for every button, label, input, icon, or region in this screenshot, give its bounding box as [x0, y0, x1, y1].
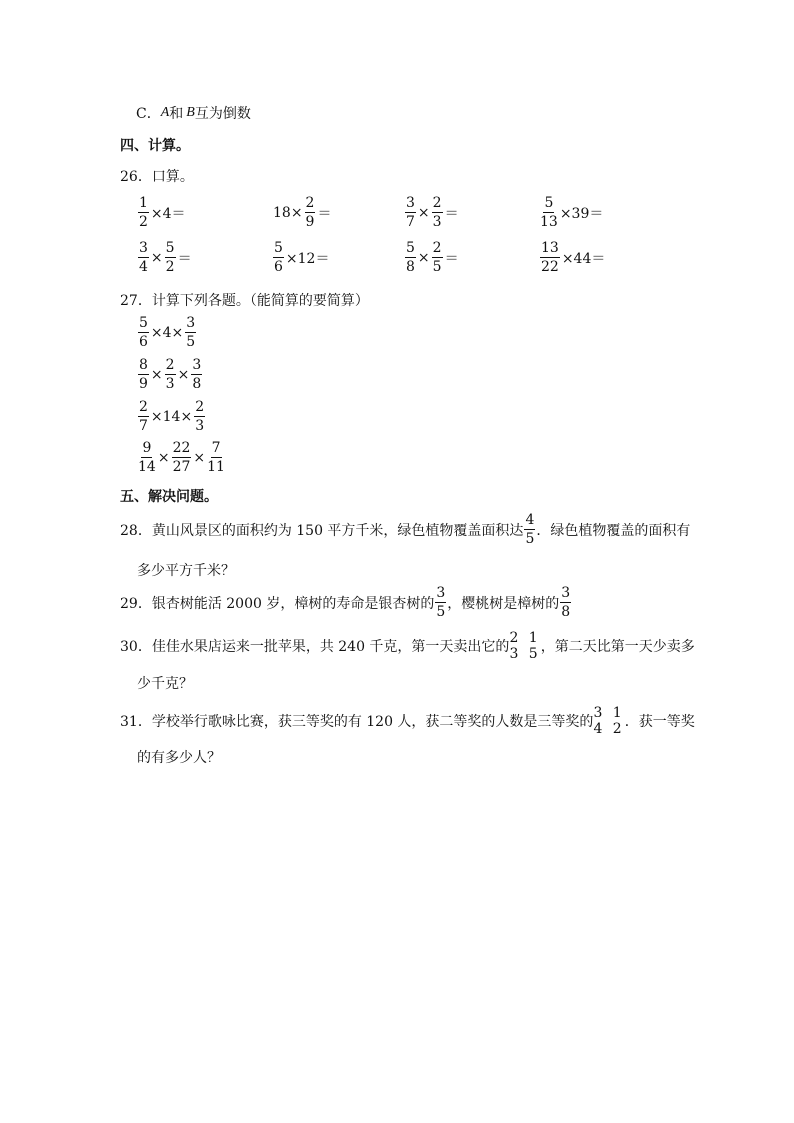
q27-title: 27．计算下列各题。（能简算的要简算） — [120, 293, 369, 309]
option-c-rest: 互为倒数 — [194, 106, 251, 122]
fraction: $\frac{8}{9}$ — [139, 357, 148, 392]
q31-line-1: 31．学校举行歌咏比赛，获三等奖的有 120 人，获二等奖的人数是三等奖的 3 1 4 2 ．获一等奖 — [120, 705, 695, 737]
fraction: $\frac{1}{2}$ — [139, 195, 148, 230]
section-4-title: 四、计算。 — [120, 138, 190, 154]
fraction: $\frac{2}{3}$ — [195, 399, 205, 434]
fraction: $\frac{22}{27}$ — [172, 440, 191, 475]
q26-item-8: $\frac{13}{22}$ ×44＝ — [541, 240, 606, 275]
q27-expr-2: $\frac{8}{9}$ × $\frac{2}{3}$ × $\frac{3}{8}$ — [139, 357, 202, 392]
q27-expr-1: $\frac{5}{6}$ ×4× $\frac{3}{5}$ — [139, 315, 196, 350]
q26-item-5: $\frac{3}{4}$ × $\frac{5}{2}$ ＝ — [139, 240, 192, 275]
q30-line-2: 少千克？ — [137, 676, 193, 692]
option-c-b: B — [186, 105, 195, 120]
option-c-label: C． — [136, 106, 161, 122]
fraction: $\frac{5}{8}$ — [406, 240, 415, 275]
option-c-mid: 和 — [169, 106, 184, 122]
q28-line-1: 28．黄山风景区的面积约为 150 平方千米，绿色植物覆盖面积达 $\frac{4}{5}$ ．绿色植物覆盖的面积有 — [120, 512, 691, 547]
fraction: $\frac{2}{3}$ — [432, 195, 442, 230]
fraction: $\frac{3}{7}$ — [406, 195, 415, 230]
fraction: $\frac{13}{22}$ — [541, 240, 559, 275]
q31-line-2: 的有多少人？ — [137, 750, 221, 766]
option-c-a: A — [160, 105, 170, 120]
fraction: $\frac{3}{8}$ — [192, 357, 202, 392]
stacked-numbers: 2 1 3 5 — [509, 630, 541, 662]
q27-expr-3: $\frac{2}{7}$ ×14× $\frac{2}{3}$ — [139, 399, 205, 434]
q27-expr-4: $\frac{9}{14}$ × $\frac{22}{27}$ × $\frac{7}{11}$ — [138, 440, 225, 475]
q26-item-2: 18× $\frac{2}{9}$ ＝ — [273, 195, 332, 230]
q28-line-2: 多少平方千米？ — [137, 563, 235, 579]
q30-line-1: 30．佳佳水果店运来一批苹果，共 240 千克，第一天卖出它的 2 1 3 5 ，第二天比第一天少卖多 — [120, 630, 695, 662]
q26-item-3: $\frac{3}{7}$ × $\frac{2}{3}$ ＝ — [406, 195, 459, 230]
fraction: $\frac{5}{6}$ — [139, 315, 148, 350]
fraction: $\frac{9}{14}$ — [138, 440, 156, 475]
fraction: $\frac{5}{13}$ — [540, 195, 558, 230]
q26-item-4: $\frac{5}{13}$ ×39＝ — [540, 195, 604, 230]
stacked-numbers: 3 1 4 2 — [593, 705, 625, 737]
fraction: $\frac{5}{2}$ — [165, 240, 175, 275]
fraction: $\frac{3}{5}$ — [436, 585, 446, 620]
option-c — [136, 103, 251, 123]
fraction: $\frac{7}{11}$ — [207, 440, 225, 475]
q26-item-1: $\frac{1}{2}$ ×4＝ — [139, 195, 186, 230]
fraction: $\frac{2}{9}$ — [305, 195, 315, 230]
fraction: $\frac{3}{8}$ — [561, 585, 571, 620]
q26-item-7: $\frac{5}{8}$ × $\frac{2}{5}$ ＝ — [406, 240, 459, 275]
fraction: $\frac{2}{3}$ — [165, 357, 175, 392]
fraction: $\frac{3}{5}$ — [186, 315, 196, 350]
fraction: $\frac{3}{4}$ — [139, 240, 148, 275]
fraction: $\frac{2}{7}$ — [139, 399, 148, 434]
q26-title: 26．口算。 — [120, 169, 194, 185]
q29-line-1: 29．银杏树能活 2000 岁，樟树的寿命是银杏树的 $\frac{3}{5}$ ，樱桃树是樟树的 $\frac{3}{8}$ — [120, 585, 571, 620]
fraction: $\frac{4}{5}$ — [525, 512, 535, 547]
fraction: $\frac{5}{6}$ — [274, 240, 283, 275]
q26-item-6: $\frac{5}{6}$ ×12＝ — [274, 240, 330, 275]
section-5-title: 五、解决问题。 — [120, 489, 218, 505]
fraction: $\frac{2}{5}$ — [432, 240, 442, 275]
